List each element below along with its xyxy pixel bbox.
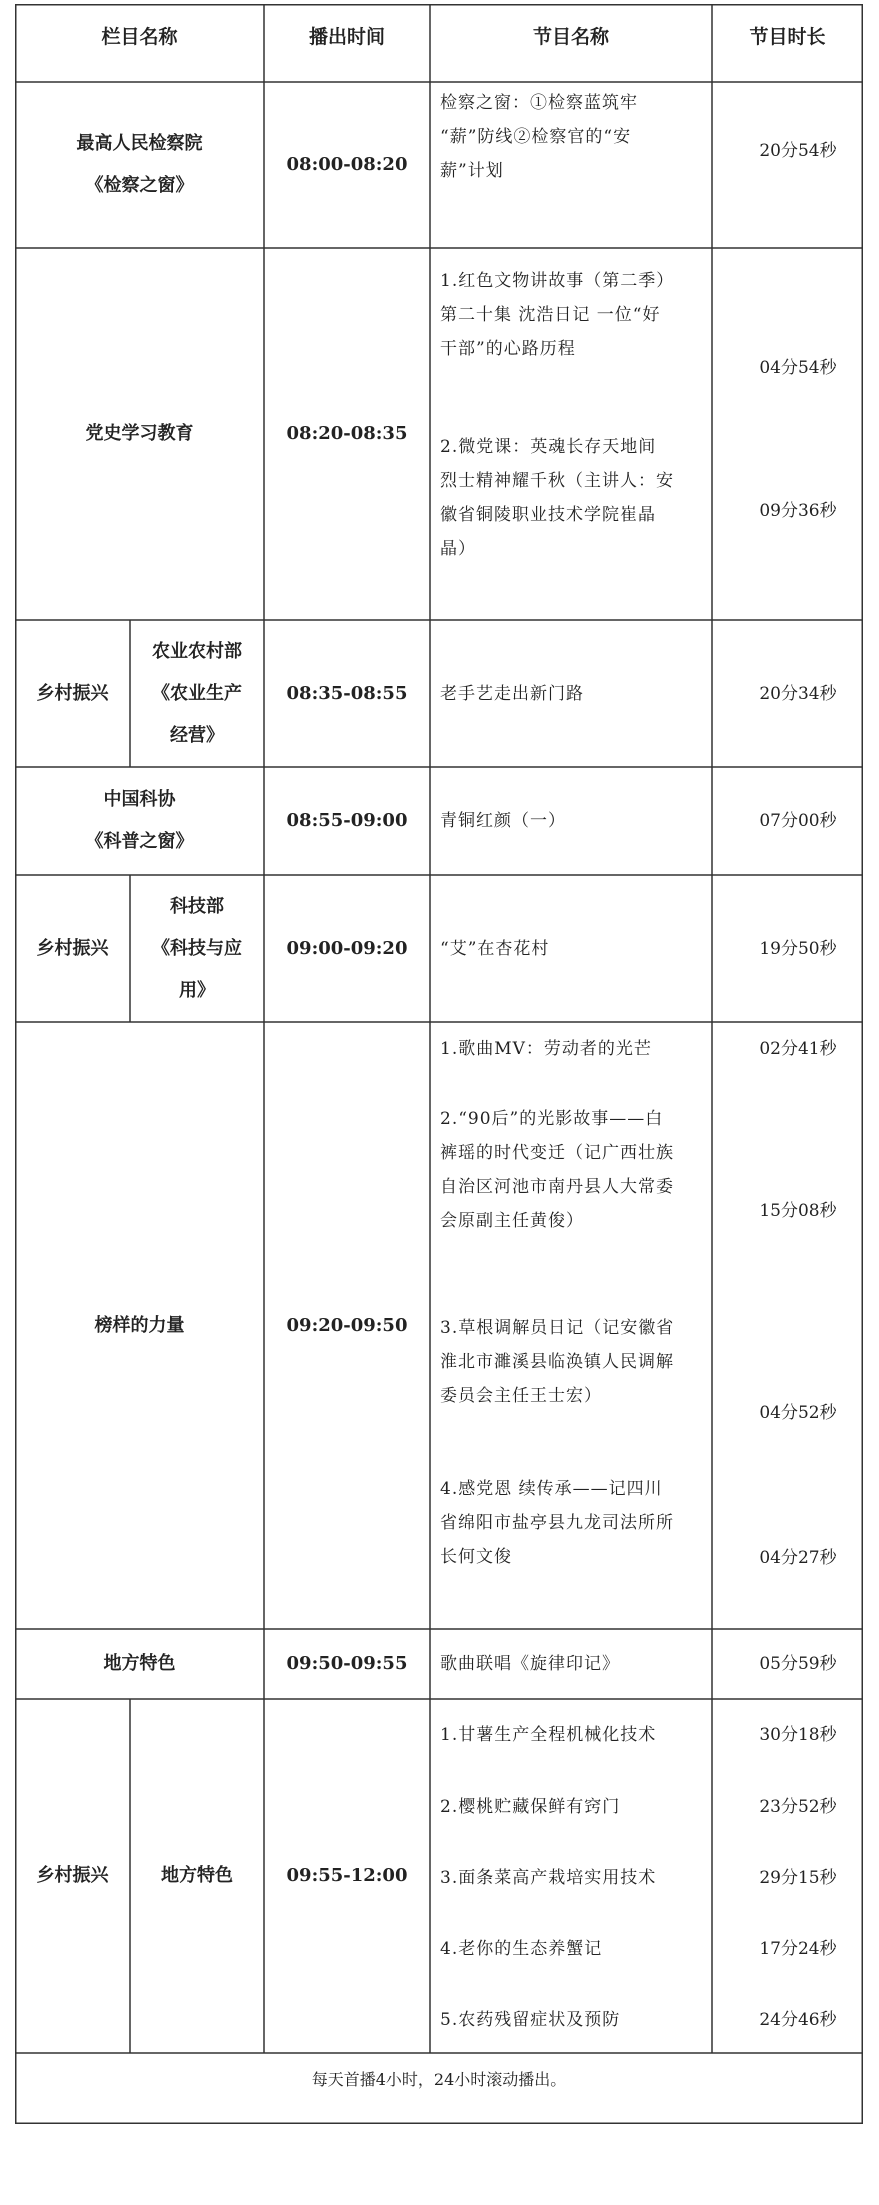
program-line: 徽省铜陵职业技术学院崔晶 xyxy=(440,505,656,525)
table-row-section xyxy=(15,82,264,248)
program-item: 1.甘薯生产全程机械化技术 xyxy=(440,1725,657,1745)
duration: 17分24秒 xyxy=(759,1939,837,1959)
program-line: 委员会主任王士宏） xyxy=(440,1386,602,1406)
duration: 29分15秒 xyxy=(759,1868,837,1888)
program-line: 晶） xyxy=(440,539,476,559)
program-name xyxy=(440,86,708,188)
program-item xyxy=(440,264,708,366)
sub-section-line: 农业农村部 xyxy=(152,640,242,662)
program-name: 老手艺走出新门路 xyxy=(440,684,584,704)
duration: 04分52秒 xyxy=(759,1403,837,1423)
program-item xyxy=(440,1032,708,1066)
program-name: 歌曲联唱《旋律印记》 xyxy=(440,1654,620,1674)
duration: 20分54秒 xyxy=(759,141,837,161)
program-line: 淮北市濉溪县临涣镇人民调解 xyxy=(440,1352,674,1372)
air-time: 09:20-09:50 xyxy=(286,1314,408,1336)
air-time: 08:00-08:20 xyxy=(286,154,408,175)
program-line: 检察之窗：①检察蓝筑牢 xyxy=(440,93,638,113)
section-name: 中国科协 xyxy=(103,789,176,810)
program-line: 3.草根调解员日记（记安徽省 xyxy=(440,1318,675,1338)
header-air-time: 播出时间 xyxy=(308,26,385,48)
duration: 07分00秒 xyxy=(759,811,837,831)
duration: 05分59秒 xyxy=(759,1654,837,1674)
sub-section-line: 科技部 xyxy=(170,895,224,917)
air-time: 08:55-09:00 xyxy=(286,810,408,831)
duration: 23分52秒 xyxy=(759,1797,837,1817)
program-name: “艾”在杏花村 xyxy=(440,939,550,959)
duration: 04分54秒 xyxy=(759,358,837,378)
section-name: 最高人民检察院 xyxy=(76,133,203,154)
program-item xyxy=(440,430,708,566)
sub-section-name: 地方特色 xyxy=(161,1865,233,1886)
program-line: 烈士精神耀千秋（主讲人：安 xyxy=(440,471,674,491)
duration: 19分50秒 xyxy=(759,939,837,959)
sub-section-line: 《农业生产 xyxy=(152,682,242,704)
duration: 09分36秒 xyxy=(759,501,837,521)
section-name: 地方特色 xyxy=(103,1653,176,1674)
program-line: 2.“90后”的光影故事——白 xyxy=(440,1109,664,1129)
program-item xyxy=(440,1472,708,1574)
duration: 20分34秒 xyxy=(759,684,837,704)
program-item xyxy=(440,1311,708,1413)
section-subtitle: 《检察之窗》 xyxy=(85,175,194,196)
duration: 30分18秒 xyxy=(759,1725,837,1745)
section-name: 乡村振兴 xyxy=(36,1865,109,1886)
sub-section-line: 《科技与应 xyxy=(152,937,242,959)
sub-section-line: 用》 xyxy=(179,979,215,1001)
table-row-section xyxy=(15,767,264,875)
air-time: 08:35-08:55 xyxy=(286,682,408,704)
program-item: 5.农药残留症状及预防 xyxy=(440,2010,621,2030)
program-line: 自治区河池市南丹县人大常委 xyxy=(440,1177,674,1197)
air-time: 08:20-08:35 xyxy=(286,423,408,444)
program-item: 2.樱桃贮藏保鲜有窍门 xyxy=(440,1797,621,1817)
section-name: 榜样的力量 xyxy=(94,1314,185,1336)
program-item: 4.老你的生态养蟹记 xyxy=(440,1939,603,1959)
duration: 04分27秒 xyxy=(759,1548,837,1568)
program-item xyxy=(440,1102,708,1238)
sub-section-name xyxy=(130,875,264,1022)
section-name: 乡村振兴 xyxy=(36,937,109,959)
header-program-name: 节目名称 xyxy=(532,26,609,48)
program-name: 青铜红颜（一） xyxy=(440,811,566,831)
air-time: 09:00-09:20 xyxy=(286,937,408,959)
program-line: 干部”的心路历程 xyxy=(440,339,576,359)
section-name: 乡村振兴 xyxy=(36,682,109,704)
header-duration: 节目时长 xyxy=(749,26,826,48)
duration: 15分08秒 xyxy=(759,1201,837,1221)
header-column-name: 栏目名称 xyxy=(101,26,178,48)
section-name: 党史学习教育 xyxy=(85,423,194,444)
program-item: 3.面条菜高产栽培实用技术 xyxy=(440,1868,657,1888)
program-line: 长何文俊 xyxy=(440,1547,512,1567)
section-subtitle: 《科普之窗》 xyxy=(85,831,194,852)
program-line: 1.红色文物讲故事（第二季） xyxy=(440,271,675,291)
schedule-table xyxy=(15,4,863,2124)
program-line: 2.微党课：英魂长存天地间 xyxy=(440,437,657,457)
table-footer-note: 每天首播4小时，24小时滚动播出。 xyxy=(311,2070,567,2089)
air-time: 09:55-12:00 xyxy=(286,1865,408,1886)
program-line: 会原副主任黄俊） xyxy=(440,1211,584,1231)
duration: 24分46秒 xyxy=(759,2010,837,2030)
program-line: 4.感党恩 续传承——记四川 xyxy=(440,1479,663,1499)
air-time: 09:50-09:55 xyxy=(286,1653,408,1674)
duration: 02分41秒 xyxy=(759,1039,837,1059)
program-line: 省绵阳市盐亭县九龙司法所所 xyxy=(440,1513,674,1533)
sub-section-line: 经营》 xyxy=(170,724,224,746)
program-line: “薪”防线②检察官的“安 xyxy=(440,127,632,147)
program-line: 薪”计划 xyxy=(440,161,504,181)
program-line: 第二十集 沈浩日记 一位“好 xyxy=(440,305,661,325)
program-line: 1.歌曲MV：劳动者的光芒 xyxy=(440,1039,652,1059)
program-line: 裤瑶的时代变迁（记广西壮族 xyxy=(440,1143,674,1163)
sub-section-name xyxy=(130,620,264,767)
